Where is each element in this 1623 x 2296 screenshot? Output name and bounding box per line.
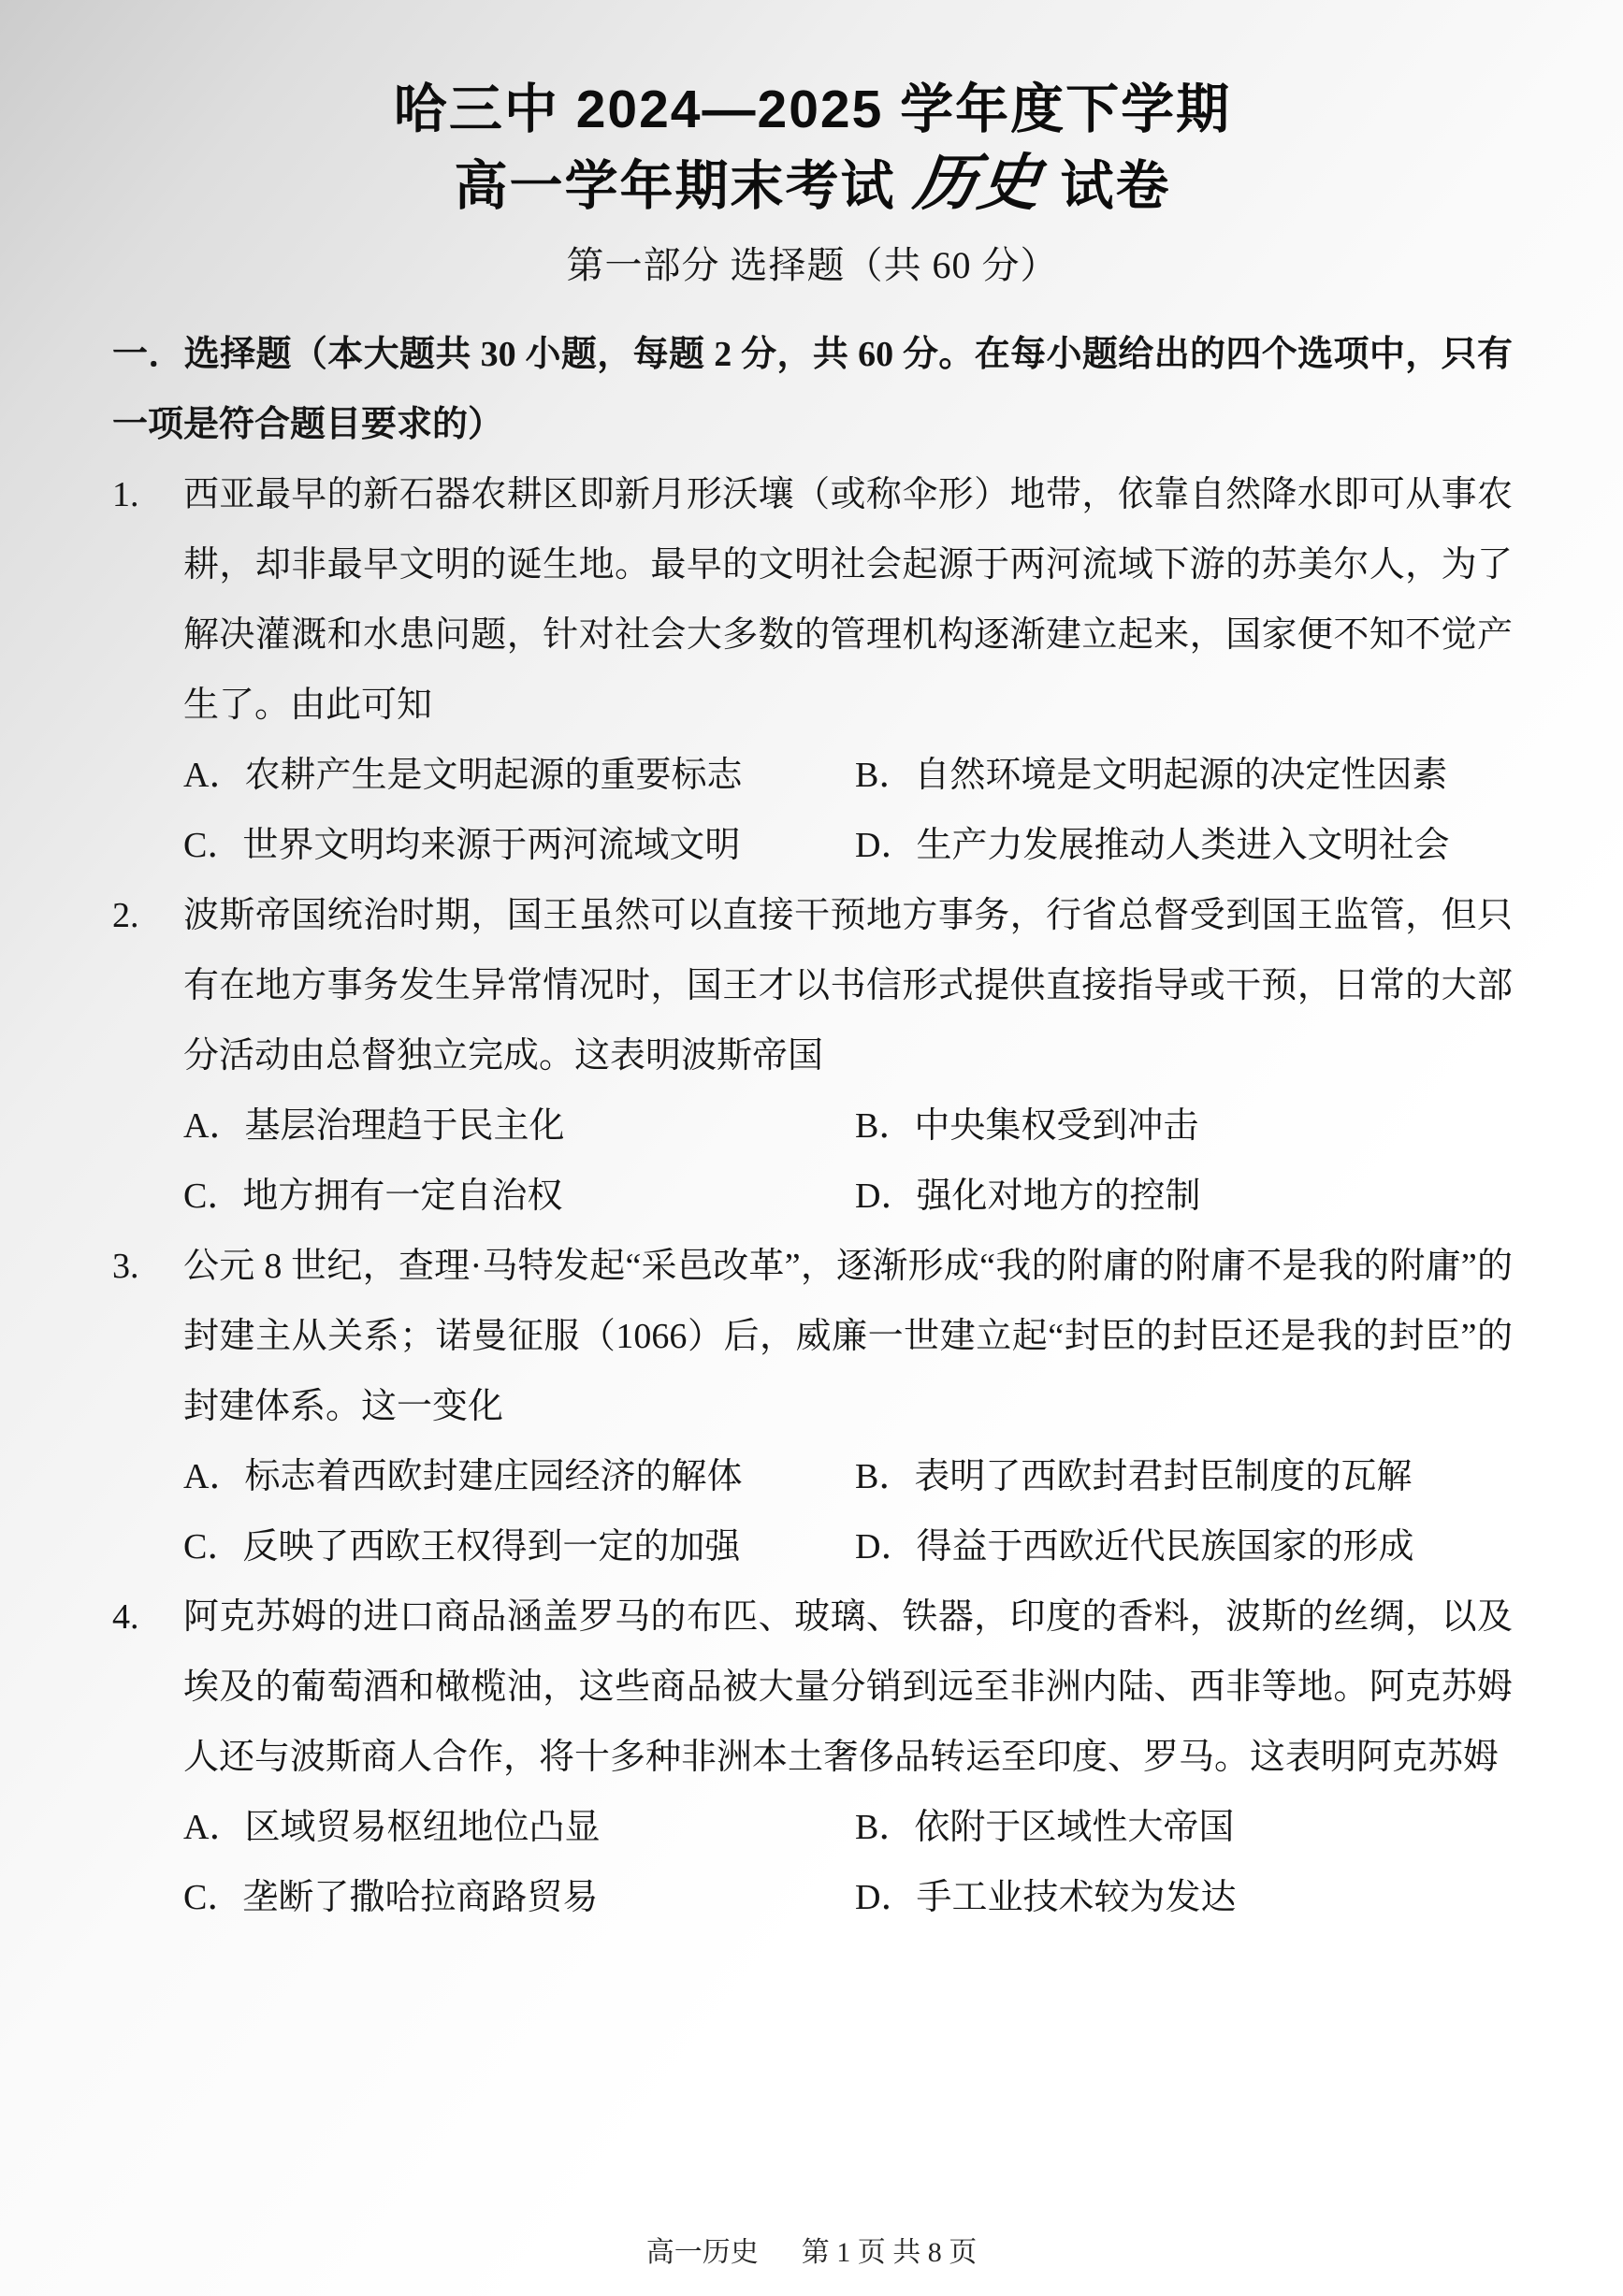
section-instructions: 一．选择题（本大题共 30 小题，每题 2 分，共 60 分。在每小题给出的四个选项中，只有一项是符合题目要求的） [112,335,1513,444]
page-footer [0,2234,1623,2272]
question-4-number: 4. [112,1597,139,1637]
question-3-options [183,1442,1513,1582]
question-3-number: 3. [112,1247,139,1286]
question-2-number: 2. [112,896,139,935]
question-2-option-c: C．地方拥有一定自治权 [183,1177,563,1216]
footer-course-label: 高一历史 [645,2237,759,2268]
question-1-option-d: D．生产力发展推动人类进入文明社会 [855,826,1450,865]
footer-page-number: 第 1 页 共 8 页 [801,2237,978,2268]
question-1 [112,460,1513,881]
question-4-stem: 阿克苏姆的进口商品涵盖罗马的布匹、玻璃、铁器，印度的香料，波斯的丝绸，以及埃及的葡萄酒和橄榄油，这些商品被大量分销到远至非洲内陆、西非等地。阿克苏姆人还与波斯商人合作，将十多种非洲本土奢侈品转运至印度、罗马。这表明阿克苏姆 [183,1597,1513,1777]
question-2-options [183,1091,1513,1232]
exam-title-line1: 哈三中 2024—2025 学年度下学期 [393,79,1232,139]
question-2-stem: 波斯帝国统治时期，国王虽然可以直接干预地方事务，行省总督受到国王监管，但只有在地方事务发生异常情况时，国王才以书信形式提供直接指导或干预，日常的大部分活动由总督独立完成。这表明波斯帝国 [183,896,1513,1076]
question-4-option-b: B．依附于区域性大帝国 [855,1808,1235,1847]
question-2-option-a: A．基层治理趋于民主化 [183,1106,565,1146]
question-4-option-d: D．手工业技术较为发达 [855,1878,1237,1917]
question-4-option-a: A．区域贸易枢纽地位凸显 [183,1808,601,1847]
question-4-options [183,1793,1513,1933]
question-4-option-c: C．垄断了撒哈拉商路贸易 [183,1878,599,1917]
exam-title-line2 [112,146,1513,223]
question-3 [112,1232,1513,1582]
exam-title-line2-prefix: 高一学年期末考试 [454,156,896,216]
question-3-stem: 公元 8 世纪，查理·马特发起“采邑改革”，逐渐形成“我的附庸的附庸不是我的附庸”的封建主从关系；诺曼征服（1066）后，威廉一世建立起“封臣的封臣还是我的封臣”的封建体系。这一变化 [183,1247,1513,1426]
question-3-option-c: C．反映了西欧王权得到一定的加强 [183,1527,741,1567]
exam-header [112,73,1513,296]
question-2 [112,881,1513,1232]
question-1-option-c: C．世界文明均来源于两河流域文明 [183,826,741,865]
subject-calligraphy: 历史 [909,146,1047,219]
question-1-number: 1. [112,475,139,514]
question-1-options [183,741,1513,881]
question-3-option-a: A．标志着西欧封建庄园经济的解体 [183,1457,743,1496]
exam-title-line2-suffix: 试卷 [1060,156,1171,216]
question-3-option-b: B．表明了西欧封君封臣制度的瓦解 [855,1457,1413,1496]
question-1-option-a: A．农耕产生是文明起源的重要标志 [183,756,743,795]
question-1-stem: 西亚最早的新石器农耕区即新月形沃壤（或称伞形）地带，依靠自然降水即可从事农耕，却非最早文明的诞生地。最早的文明社会起源于两河流域下游的苏美尔人，为了解决灌溉和水患问题，针对社会大多数的管理机构逐渐建立起来，国家便不知不觉产生了。由此可知 [183,475,1513,725]
question-1-option-b: B．自然环境是文明起源的决定性因素 [855,756,1448,795]
question-4 [112,1582,1513,1933]
question-2-option-b: B．中央集权受到冲击 [855,1106,1199,1146]
question-2-option-d: D．强化对地方的控制 [855,1177,1201,1216]
section-heading: 第一部分 选择题（共 60 分） [566,244,1059,286]
question-3-option-d: D．得益于西欧近代民族国家的形成 [855,1527,1414,1567]
